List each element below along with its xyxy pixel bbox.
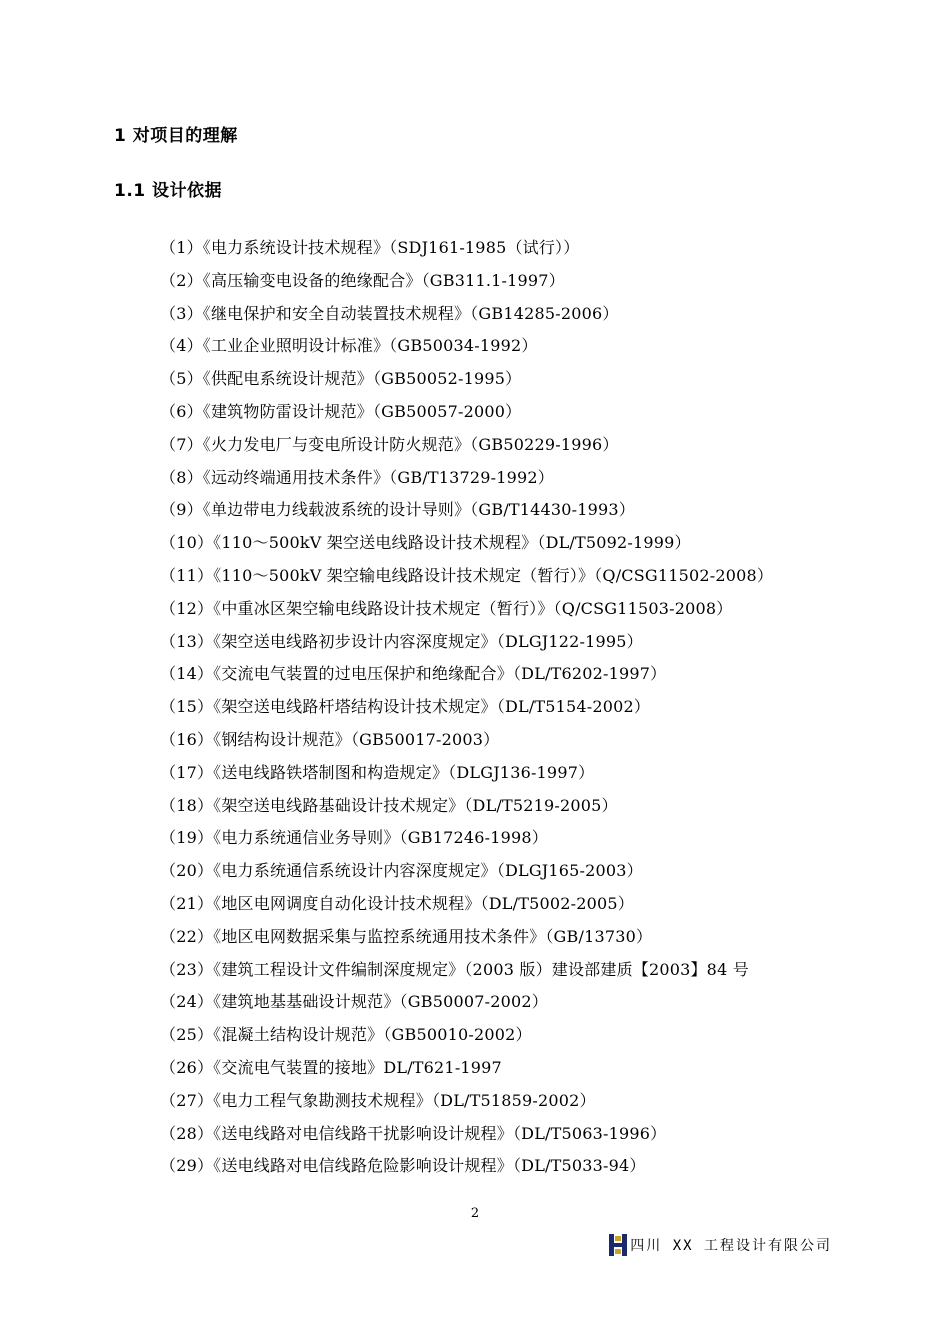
reference-item: （17）《送电线路铁塔制图和构造规定》（DLGJ136-1997） [160,762,595,782]
reference-item: （13）《架空送电线路初步设计内容深度规定》（DLGJ122-1995） [160,631,643,651]
reference-item: （10）《110～500kV 架空送电线路设计技术规程》（DL/T5092-1999） [160,533,691,553]
page-number: 2 [470,1206,480,1221]
reference-item: （25）《混凝土结构设计规范》（GB50010-2002） [160,1025,532,1045]
reference-item: （4）《工业企业照明设计标准》（GB50034-1992） [160,336,538,356]
reference-item: （2）《高压输变电设备的绝缘配合》（GB311.1-1997） [160,270,565,290]
reference-item: （24）《建筑地基基础设计规范》（GB50007-2002） [160,992,548,1012]
section-heading: 1 对项目的理解 [114,126,238,146]
reference-item: （22）《地区电网数据采集与监控系统通用技术条件》（GB/13730） [160,926,653,946]
reference-item: （18）《架空送电线路基础设计技术规定》（DL/T5219-2005） [160,795,618,815]
reference-item: （1）《电力系统设计技术规程》（SDJ161-1985（试行）） [160,238,580,257]
reference-item: （11）《110～500kV 架空输电线路设计技术规定（暂行）》（Q/CSG11502-2008） [160,565,774,585]
company-footer [607,1233,832,1257]
reference-list [160,235,860,1186]
reference-item: （14）《交流电气装置的过电压保护和绝缘配合》（DL/T6202-1997） [160,664,667,684]
reference-item: （29）《送电线路对电信线路危险影响设计规程》（DL/T5033-94） [160,1156,646,1176]
reference-item: （5）《供配电系统设计规范》（GB50052-1995） [160,369,522,389]
company-h-logo-icon [607,1233,629,1257]
reference-item: （12）《中重冰区架空输电线路设计技术规定（暂行）》（Q/CSG11503-2008） [160,598,733,618]
reference-item: （3）《继电保护和安全自动装置技术规程》（GB14285-2006） [160,303,619,323]
company-name: 四川 XX 工程设计有限公司 [630,1238,832,1254]
reference-item: （19）《电力系统通信业务导则》（GB17246-1998） [160,828,548,848]
reference-item: （23）《建筑工程设计文件编制深度规定》（2003 版）建设部建质【2003】84 号 [160,959,749,979]
reference-item: （27）《电力工程气象勘测技术规程》（DL/T51859-2002） [160,1090,596,1110]
reference-item: （28）《送电线路对电信线路干扰影响设计规程》（DL/T5063-1996） [160,1123,667,1143]
reference-item: （15）《架空送电线路杆塔结构设计技术规定》（DL/T5154-2002） [160,697,651,717]
reference-item: （8）《远动终端通用技术条件》（GB/T13729-1992） [160,467,555,487]
reference-item: （26）《交流电气装置的接地》DL/T621-1997 [160,1057,502,1077]
reference-item: （16）《钢结构设计规范》（GB50017-2003） [160,729,500,749]
reference-item: （21）《地区电网调度自动化设计技术规程》（DL/T5002-2005） [160,893,634,913]
subsection-heading: 1.1 设计依据 [114,181,223,201]
reference-item: （20）《电力系统通信系统设计内容深度规定》（DLGJ165-2003） [160,861,643,881]
reference-item: （9）《单边带电力线载波系统的设计导则》（GB/T14430-1993） [160,500,636,520]
reference-item: （6）《建筑物防雷设计规范》（GB50057-2000） [160,401,522,421]
reference-item: （7）《火力发电厂与变电所设计防火规范》（GB50229-1996） [160,434,619,454]
